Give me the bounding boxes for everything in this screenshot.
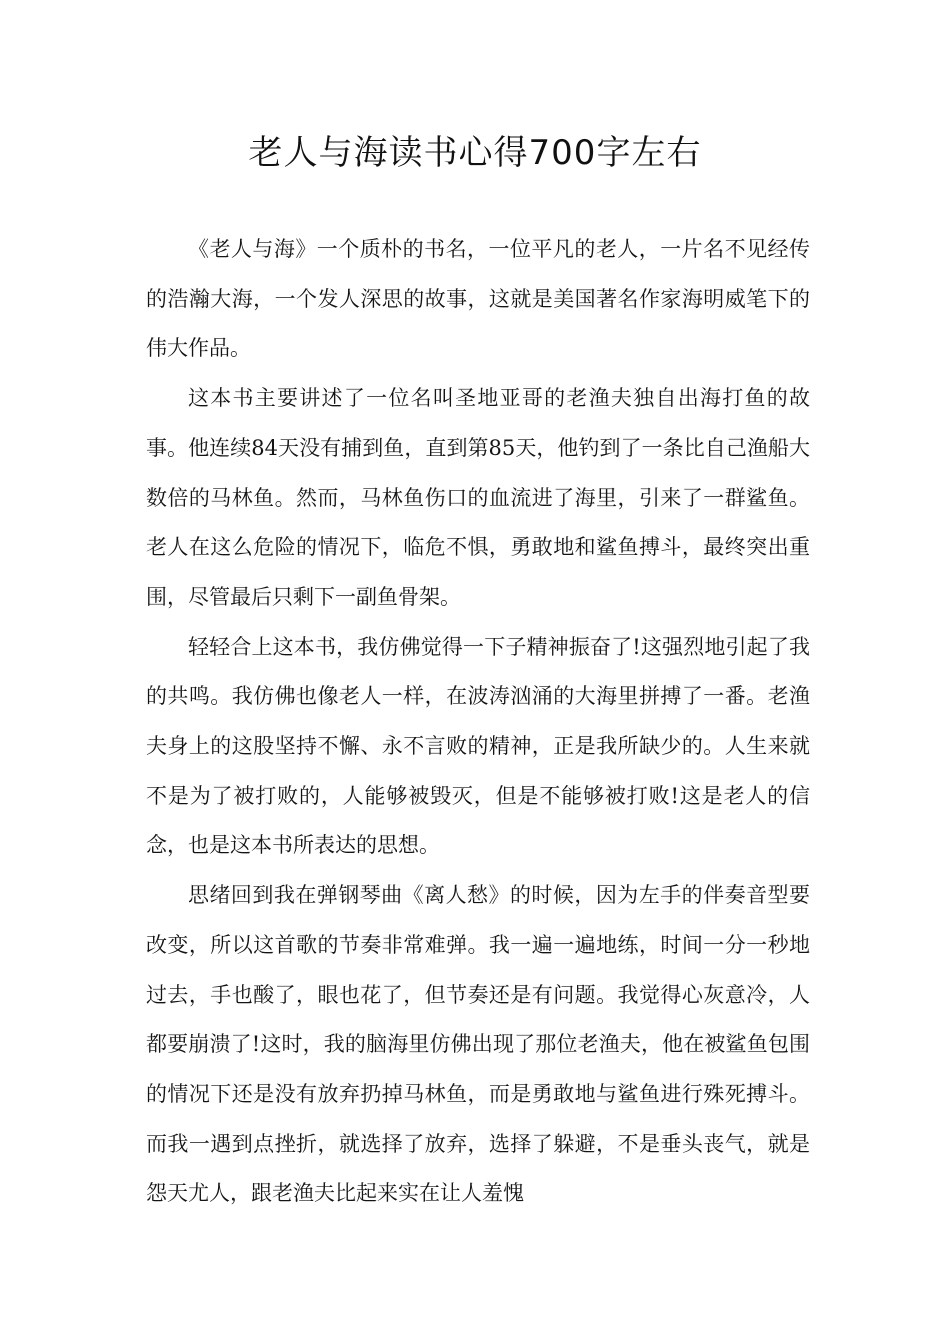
document-body — [146, 225, 810, 1219]
document-title: 老人与海读书心得700字左右 — [248, 133, 702, 173]
paragraph-3: 轻轻合上这本书，我仿佛觉得一下子精神振奋了!这强烈地引起了我的共鸣。我仿佛也像老人一样，在波涛汹涌的大海里拼搏了一番。老渔夫身上的这股坚持不懈、永不言败的精神，正是我所缺少的。人生来就不是为了被打败的，人能够被毁灭，但是不能够被打败!这是老人的信念，也是这本书所表达的思想。 — [146, 634, 810, 858]
paragraph-2: 这本书主要讲述了一位名叫圣地亚哥的老渔夫独自出海打鱼的故事。他连续84天没有捕到鱼，直到第85天，他钓到了一条比自己渔船大数倍的马林鱼。然而，马林鱼伤口的血流进了海里，引来了一群鲨鱼。老人在这么危险的情况下，临危不惧，勇敢地和鲨鱼搏斗，最终突出重围，尽管最后只剩下一副鱼骨架。 — [146, 386, 810, 609]
paragraph-1: 《老人与海》一个质朴的书名，一位平凡的老人，一片名不见经传的浩瀚大海，一个发人深思的故事，这就是美国著名作家海明威笔下的伟大作品。 — [146, 237, 810, 361]
paragraph-4: 思绪回到我在弹钢琴曲《离人愁》的时候，因为左手的伴奏音型要改变，所以这首歌的节奏非常难弹。我一遍一遍地练，时间一分一秒地过去，手也酸了，眼也花了，但节奏还是有问题。我觉得心灰意冷，人都要崩溃了!这时，我的脑海里仿佛出现了那位老渔夫，他在被鲨鱼包围的情况下还是没有放弃扔掉马林鱼，而是勇敢地与鲨鱼进行殊死搏斗。而我一遇到点挫折，就选择了放弃，选择了躲避，不是垂头丧气，就是怨天尤人，跟老渔夫比起来实在让人羞愧 — [146, 883, 810, 1206]
